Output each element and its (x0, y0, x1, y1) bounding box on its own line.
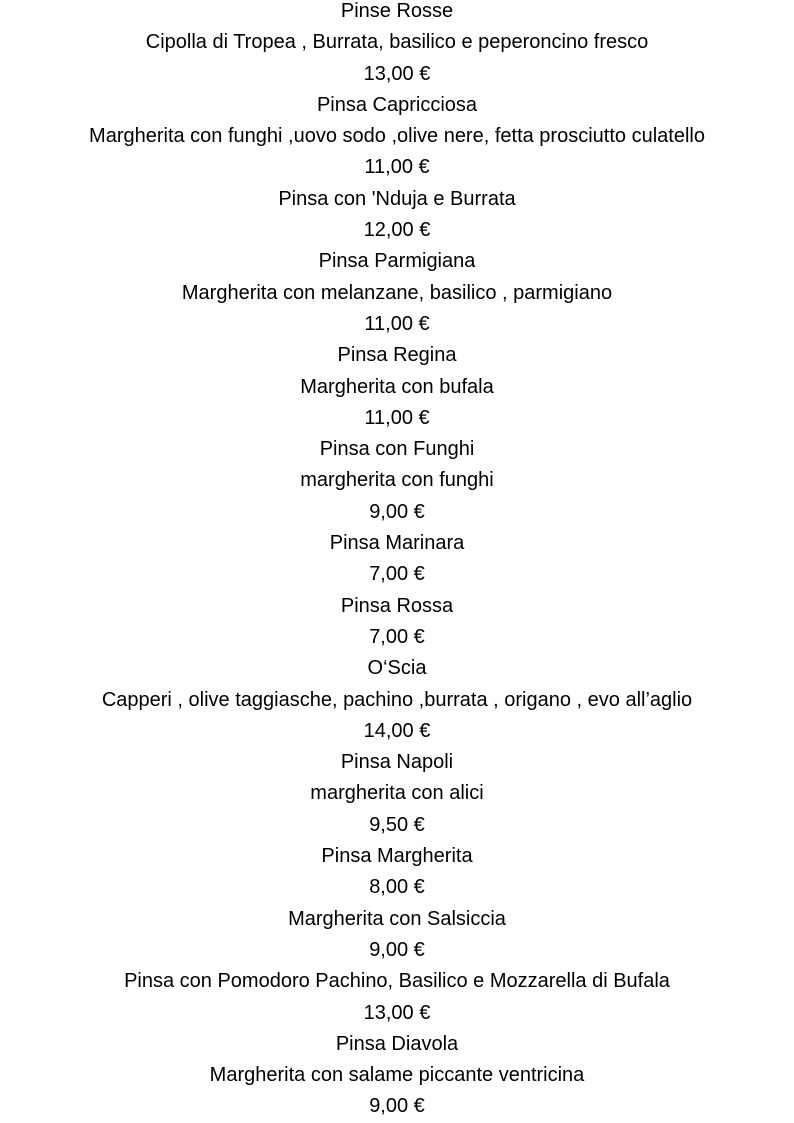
item-description: margherita con alici (310, 782, 484, 805)
item-price: 9,00 € (369, 500, 425, 523)
item-name: Pinsa con Pomodoro Pachino, Basilico e Mozzarella di Bufala (124, 970, 670, 993)
item-description: Capperi , olive taggiasche, pachino ,burrata , origano , evo all’aglio (101, 688, 693, 711)
item-name: Pinsa Marinara (329, 532, 465, 555)
item-name: Pinsa Capricciosa (316, 93, 478, 116)
item-name: Pinsa Napoli (340, 751, 454, 774)
item-price: 9,00 € (369, 1095, 425, 1118)
item-price: 11,00 € (364, 156, 430, 179)
item-price: 12,00 € (363, 219, 431, 242)
item-name: Pinsa Diavola (335, 1032, 459, 1055)
item-name: O‘Scia (367, 657, 427, 680)
item-name: Pinsa Margherita (321, 845, 473, 868)
item-description: Margherita con melanzane, basilico , parmigiano (181, 281, 613, 304)
section-heading: Pinse Rosse (340, 0, 454, 22)
item-name: Pinsa Parmigiana (318, 250, 476, 273)
item-price: 7,00 € (369, 625, 425, 648)
item-name: Margherita con Salsiccia (288, 907, 506, 930)
item-name: Pinsa con Funghi (319, 438, 475, 461)
item-description: Margherita con bufala (300, 375, 494, 398)
item-description: margherita con funghi (300, 469, 494, 492)
item-name: Pinsa con 'Nduja e Burrata (278, 187, 516, 210)
item-price: 8,00 € (369, 876, 425, 899)
item-price: 13,00 € (363, 1001, 431, 1024)
item-price: 7,00 € (369, 563, 425, 586)
item-price: 9,50 € (369, 813, 425, 836)
item-name: Pinsa Regina (337, 344, 457, 367)
item-price: 14,00 € (363, 719, 431, 742)
item-price: 11,00 € (364, 406, 430, 429)
item-description: Cipolla di Tropea , Burrata, basilico e peperoncino fresco (145, 31, 649, 54)
item-description: Margherita con salame piccante ventricina (209, 1064, 585, 1087)
item-price: 9,00 € (369, 938, 425, 961)
item-price: 13,00 € (363, 62, 431, 85)
item-description: Margherita con funghi ,uovo sodo ,olive nere, fetta prosciutto culatello (89, 125, 705, 148)
item-price: 11,00 € (364, 312, 430, 335)
item-name: Pinsa Rossa (340, 594, 454, 617)
